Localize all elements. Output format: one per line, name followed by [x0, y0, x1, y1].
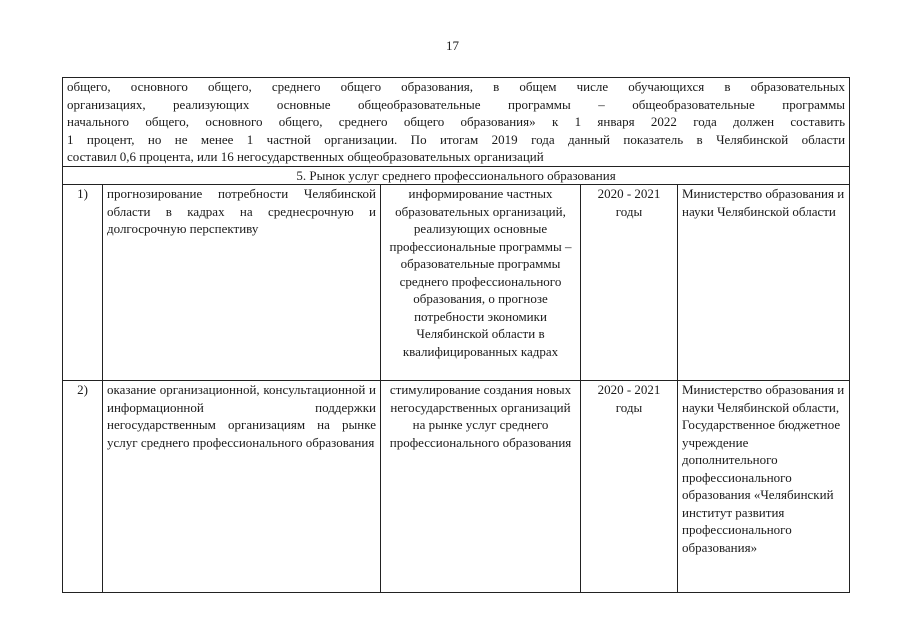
row-number: 2): [63, 381, 103, 593]
intro-row: [63, 78, 850, 167]
page-number: 17: [446, 38, 459, 53]
row-number: 1): [63, 185, 103, 381]
period-cell: 2020 - 2021 годы: [581, 381, 678, 593]
table-row: [63, 185, 850, 381]
intro-line: организациях, реализующих основные общеобразовательные программы – общеобразовательные программы: [67, 96, 846, 112]
intro-line: 1 процент, но не менее 1 частной организации. По итогам 2019 года данный показатель в Челябинской области: [67, 131, 846, 147]
intro-line: начального общего, основного общего, среднего общего образования» к 1 января 2022 года должен составить: [67, 114, 846, 129]
intro-line: общего, основного общего, среднего общего образования, в общем числе обучающихся в образовательных: [67, 79, 846, 94]
responsible-cell: Министерство образования и науки Челябинской области: [678, 185, 850, 381]
measures-table: [62, 77, 850, 593]
table-row: [63, 381, 850, 593]
period-cell: 2020 - 2021 годы: [581, 185, 678, 381]
measure-cell: оказание организационной, консультационной и информационной поддержки негосударственным организациям на рынке услуг среднего профессионального образования: [103, 381, 381, 593]
measure-cell: прогнозирование потребности Челябинской области в кадрах на среднесрочную и долгосрочную перспективу: [103, 185, 381, 381]
result-cell: стимулирование создания новых негосударственных организаций на рынке услуг среднего профессионального образования: [381, 381, 581, 593]
result-cell: информирование частных образовательных организаций, реализующих основные профессиональные программы – образовательные программы среднего профессионального образования, о прогнозе потребности экономики Челябинской области в квалифицированных кадрах: [381, 185, 581, 381]
section-title: 5. Рынок услуг среднего профессионального образования: [63, 166, 850, 185]
intro-paragraph: [63, 78, 850, 167]
intro-line: составил 0,6 процента, или 16 негосударственных общеобразовательных организаций: [67, 149, 544, 164]
responsible-cell: Министерство образования и науки Челябинской области, Государственное бюджетное учреждение дополнительного профессионального образования «Челябинский институт развития профессионального образования»: [678, 381, 850, 593]
section-row: [63, 166, 850, 185]
